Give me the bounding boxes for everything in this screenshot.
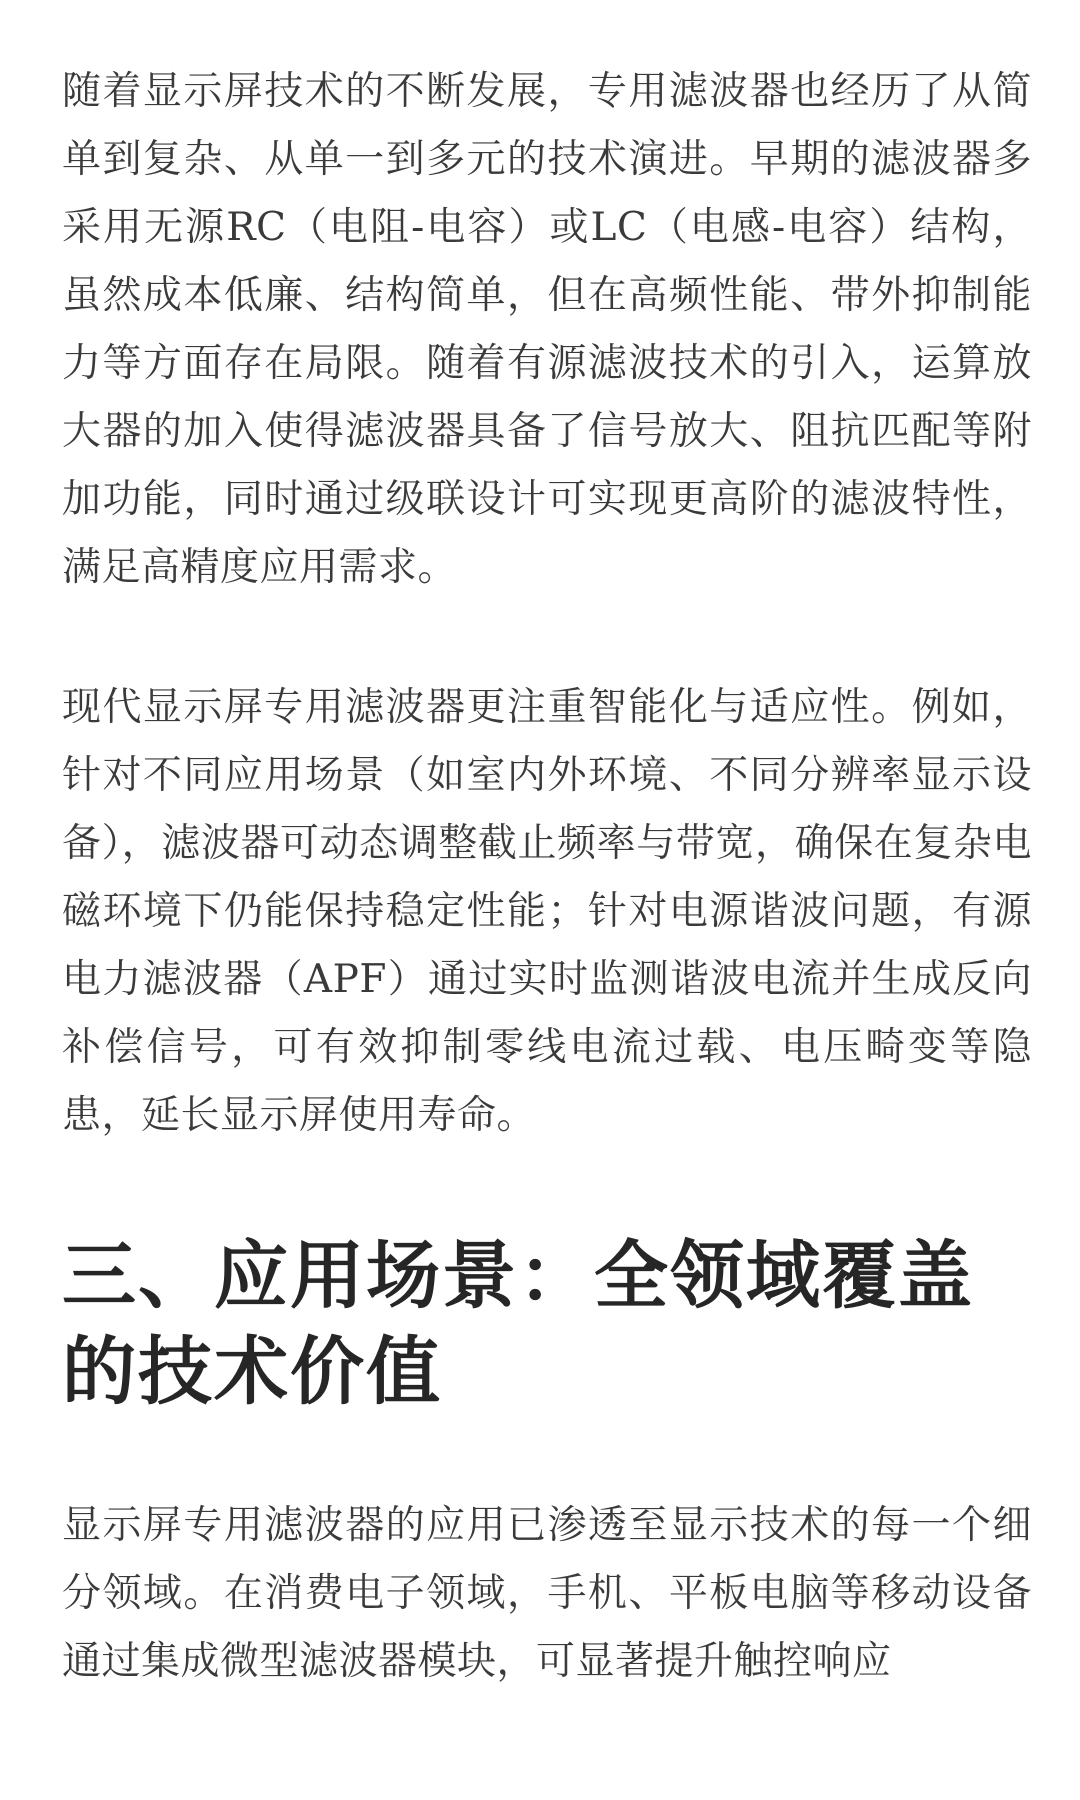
section-heading-application-scenarios: 三、应用场景：全领域覆盖的技术价值	[62, 1233, 974, 1415]
paragraph-applications: 显示屏专用滤波器的应用已渗透至显示技术的每一个细分领域。在消费电子领域，手机、平板电脑等移动设备通过集成微型滤波器模块，可显著提升触控响应	[62, 1503, 1032, 1684]
paragraph-technology-evolution: 随着显示屏技术的不断发展，专用滤波器也经历了从简单到复杂、从单一到多元的技术演进。早期的滤波器多采用无源RC（电阻-电容）或LC（电感-电容）结构，虽然成本低廉、结构简单，但在高频性能、带外抑制能力等方面存在局限。随着有源滤波技术的引入，运算放大器的加入使得滤波器具备了信号放大、阻抗匹配等附加功能，同时通过级联设计可实现更高阶的滤波特性，满足高精度应用需求。	[62, 69, 1032, 590]
paragraph-modern-filters: 现代显示屏专用滤波器更注重智能化与适应性。例如，针对不同应用场景（如室内外环境、不同分辨率显示设备），滤波器可动态调整截止频率与带宽，确保在复杂电磁环境下仍能保持稳定性能；针对电源谐波问题，有源电力滤波器（APF）通过实时监测谐波电流并生成反向补偿信号，可有效抑制零线电流过载、电压畸变等隐患，延长显示屏使用寿命。	[62, 685, 1032, 1138]
